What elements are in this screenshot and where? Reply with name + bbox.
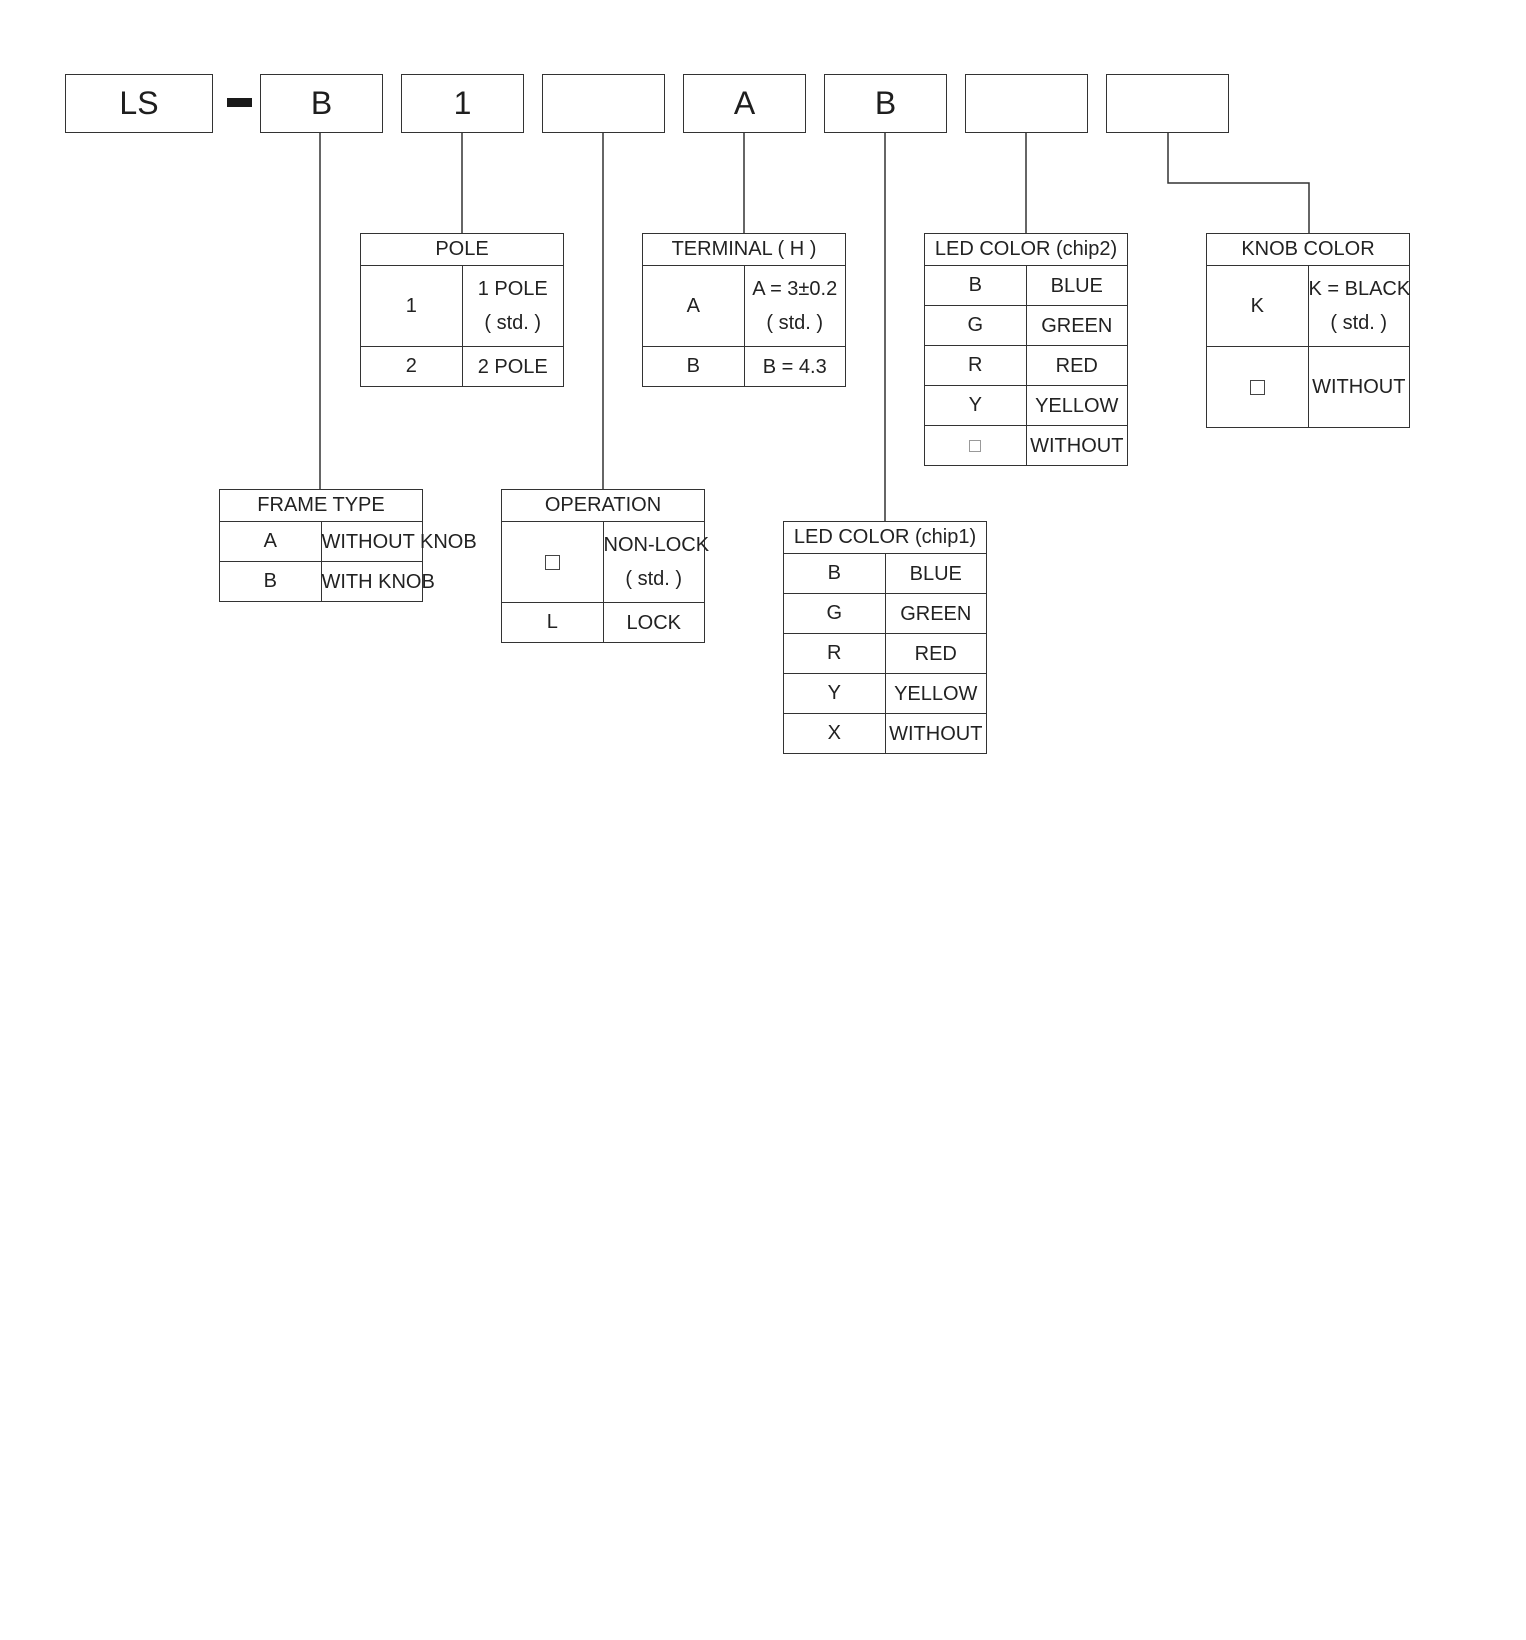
blank-square-icon — [545, 555, 560, 570]
option-code: R — [784, 634, 886, 674]
part-segment-pole — [401, 74, 524, 133]
option-desc-line2: ( std. ) — [1330, 312, 1388, 334]
option-desc-line1: NON-LOCK — [603, 534, 710, 556]
option-desc — [744, 266, 846, 347]
table-row — [1207, 266, 1410, 347]
option-desc: GREEN — [1026, 306, 1128, 346]
part-segment-terminal — [683, 74, 806, 133]
table-row — [925, 426, 1128, 466]
part-prefix-box — [65, 74, 213, 133]
option-code: Y — [784, 674, 886, 714]
blank-square-icon — [969, 440, 981, 452]
option-desc: WITHOUT — [1026, 426, 1128, 466]
option-code: R — [925, 346, 1027, 386]
table-title: KNOB COLOR — [1207, 234, 1410, 266]
option-desc: BLUE — [885, 554, 987, 594]
table-row — [784, 594, 987, 634]
segment-value: B — [874, 85, 897, 121]
pole-table — [360, 233, 564, 387]
part-prefix-text: LS — [119, 85, 159, 121]
option-desc-line2: ( std. ) — [766, 312, 824, 334]
option-desc-line1: A = 3±0.2 — [752, 278, 838, 300]
table-row — [361, 347, 564, 387]
option-code: 2 — [361, 347, 463, 387]
option-code: Y — [925, 386, 1027, 426]
option-desc: YELLOW — [885, 674, 987, 714]
segment-value: A — [733, 85, 756, 121]
option-desc — [603, 522, 710, 603]
option-code: X — [784, 714, 886, 754]
option-desc: LOCK — [603, 603, 705, 643]
part-segment-knob-color — [1106, 74, 1229, 133]
option-desc: GREEN — [885, 594, 987, 634]
connector-knob-color — [1168, 132, 1309, 234]
option-code: K — [1207, 266, 1309, 347]
table-row — [361, 266, 564, 347]
part-segment-operation — [542, 74, 665, 133]
option-desc: BLUE — [1026, 266, 1128, 306]
table-row — [643, 266, 846, 347]
option-desc-line1: K = BLACK — [1308, 278, 1411, 300]
table-row — [220, 562, 423, 602]
segment-value: B — [310, 85, 333, 121]
option-desc: WITH KNOB — [321, 562, 423, 602]
knob-color-table — [1206, 233, 1410, 428]
table-row — [502, 603, 705, 643]
table-row — [784, 554, 987, 594]
option-desc-line2: ( std. ) — [484, 312, 542, 334]
option-desc — [462, 266, 564, 347]
option-desc: RED — [1026, 346, 1128, 386]
option-code: B — [925, 266, 1027, 306]
option-desc: 2 POLE — [462, 347, 564, 387]
option-code: G — [925, 306, 1027, 346]
option-code: B — [784, 554, 886, 594]
table-row — [925, 306, 1128, 346]
table-title: LED COLOR (chip2) — [925, 234, 1128, 266]
option-code: G — [784, 594, 886, 634]
table-row — [925, 346, 1128, 386]
option-desc: WITHOUT — [1308, 347, 1410, 428]
option-desc-line1: 1 POLE — [477, 278, 548, 300]
terminal-table — [642, 233, 846, 387]
option-desc: RED — [885, 634, 987, 674]
option-code: 1 — [361, 266, 463, 347]
option-code: L — [502, 603, 604, 643]
option-desc: B = 4.3 — [744, 347, 846, 387]
option-code-blank — [1207, 347, 1309, 428]
table-row — [784, 714, 987, 754]
blank-square-icon — [1250, 380, 1265, 395]
table-title: OPERATION — [502, 490, 705, 522]
segment-value: 1 — [453, 85, 472, 121]
part-separator-dash — [227, 98, 252, 107]
table-row — [502, 522, 705, 603]
table-row — [784, 674, 987, 714]
part-segment-led-chip2 — [965, 74, 1088, 133]
option-desc: WITHOUT — [885, 714, 987, 754]
table-row — [784, 634, 987, 674]
option-code: B — [643, 347, 745, 387]
option-code: B — [220, 562, 322, 602]
option-desc: YELLOW — [1026, 386, 1128, 426]
led-chip2-table — [924, 233, 1128, 466]
part-segment-frame-type — [260, 74, 383, 133]
table-title: TERMINAL ( H ) — [643, 234, 846, 266]
frame-type-table — [219, 489, 477, 602]
table-row — [925, 266, 1128, 306]
table-row — [925, 386, 1128, 426]
table-row — [643, 347, 846, 387]
table-row — [220, 522, 423, 562]
option-desc: WITHOUT KNOB — [321, 522, 423, 562]
table-title: LED COLOR (chip1) — [784, 522, 987, 554]
led-chip1-table — [783, 521, 987, 754]
table-row — [1207, 347, 1410, 428]
table-title: POLE — [361, 234, 564, 266]
option-code: A — [220, 522, 322, 562]
option-desc-line2: ( std. ) — [625, 568, 683, 590]
option-desc — [1308, 266, 1410, 347]
part-segment-led-chip1 — [824, 74, 947, 133]
option-code-blank — [925, 426, 1027, 466]
table-title: FRAME TYPE — [220, 490, 423, 522]
option-code: A — [643, 266, 745, 347]
operation-table — [501, 489, 710, 643]
option-code-blank — [502, 522, 604, 603]
